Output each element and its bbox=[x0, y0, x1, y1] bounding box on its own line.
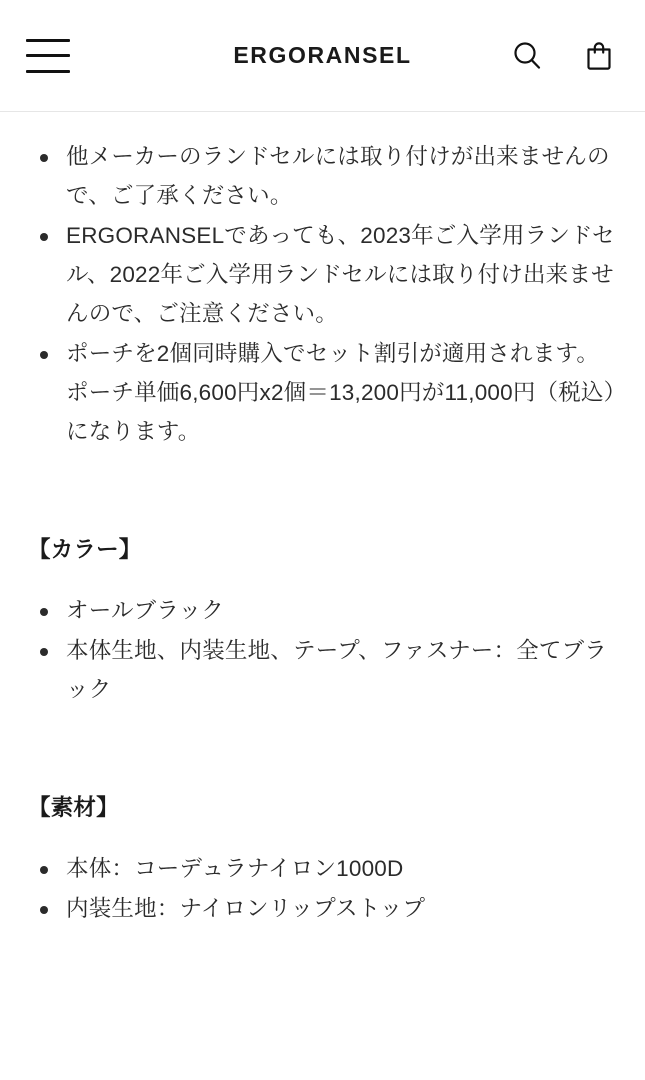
list-item: 内装生地：ナイロンリップストップ bbox=[28, 890, 617, 929]
list-item: 本体生地、内装生地、テープ、ファスナー：全てブラック bbox=[28, 632, 617, 709]
site-header bbox=[0, 0, 645, 112]
site-logo: ERGORANSEL bbox=[233, 42, 412, 68]
list-item: ERGORANSELであっても、2023年ご入学用ランドセル、2022年ご入学用ランドセルには取り付け出来ませんので、ご注意ください。 bbox=[28, 217, 617, 333]
material-list bbox=[28, 850, 617, 929]
menu-icon-bar bbox=[26, 39, 70, 42]
list-item: ポーチを2個同時購入でセット割引が適用されます。ポーチ単価6,600円x2個＝13,200円が11,000円（税込）になります。 bbox=[28, 335, 617, 451]
product-description bbox=[0, 112, 645, 929]
menu-icon[interactable] bbox=[26, 39, 70, 73]
material-section-title: 【素材】 bbox=[28, 794, 119, 820]
search-icon[interactable] bbox=[507, 36, 547, 76]
menu-icon-bar bbox=[26, 70, 70, 73]
menu-icon-bar bbox=[26, 54, 70, 57]
title-gap bbox=[28, 564, 617, 592]
notes-list bbox=[28, 138, 617, 452]
title-gap bbox=[28, 822, 617, 850]
section-gap bbox=[28, 712, 617, 790]
color-section-title: 【カラー】 bbox=[28, 536, 142, 562]
section-gap bbox=[28, 454, 617, 532]
cart-icon[interactable] bbox=[579, 36, 619, 76]
list-item: オールブラック bbox=[28, 592, 617, 631]
list-item: 本体：コーデュラナイロン1000D bbox=[28, 850, 617, 889]
color-list bbox=[28, 592, 617, 710]
list-item: 他メーカーのランドセルには取り付けが出来ませんので、ご了承ください。 bbox=[28, 138, 617, 215]
header-actions bbox=[507, 36, 619, 76]
